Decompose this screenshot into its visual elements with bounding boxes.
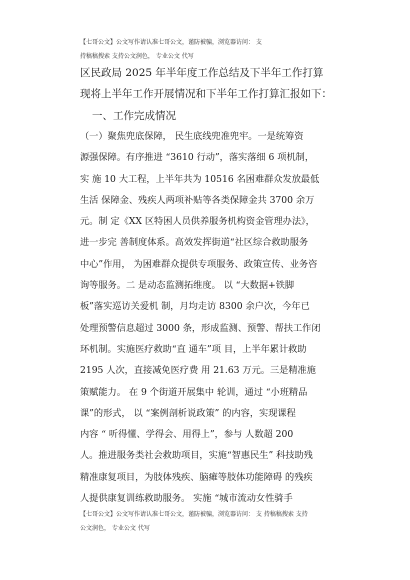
body-line: 进一步完 善制度体系。高效发挥街道“社区综合救助服务 xyxy=(80,237,309,249)
header-watermark-line-1: 【七哥公文】公文写作请认准七哥公文，谨防被骗，浏览器访问： 支 xyxy=(80,39,262,46)
body-line: 人提供康复训练救助服务。 实施 “城市流动女性骑手 xyxy=(80,493,293,505)
body-line: 板”落实巡访关爱机 制，月均走访 8300 余户次，今年已 xyxy=(80,301,310,313)
body-line: 内容 “ 听得懂、学得会、用得上”，参与 人数超 200 xyxy=(80,429,294,441)
body-line: 2195 人次，直接减免医疗费 用 21.63 万元。三是精准施 xyxy=(80,365,316,377)
header-watermark-line-2: 持稿稿搜索 支持公文润色， 专业公文 代写 xyxy=(80,53,194,60)
body-line: 课”的形式， 以 “案例剖析说政策” 的内容，实现课程 xyxy=(80,407,296,419)
body-line: 精准康复项目，为肢体残疾、脑瘫等肢体功能障碍 的残疾 xyxy=(80,471,313,483)
footer-watermark-line-1: 【七哥公文】公文写作请认准七哥公文，谨防被骗，浏览器访问： 支 持稿稿搜索 支持 xyxy=(80,511,308,518)
body-text xyxy=(80,130,360,513)
body-line: 环机制。实施医疗救助“直 通车”项 目，上半年累计救助 xyxy=(80,343,307,355)
body-line: 处理预警信息超过 3000 条，形成监测、预警、帮扶工作闭 xyxy=(80,322,321,334)
body-line: 源强保障。有序推进 “3610 行动”，落实落细 6 项机制， xyxy=(80,152,315,164)
section-heading: 一、工作完成情况 xyxy=(92,110,176,122)
body-line: 策赋能力。 在 9 个街道开展集中 轮训，通过 “小班精品 xyxy=(80,386,308,398)
body-line: 元。制 定《XX 区特困人员供养服务机构资金管理办法》， xyxy=(80,216,315,228)
body-line: 人。推进服务类社会救助项目，实施“智惠民生” 科技助残 xyxy=(80,450,313,462)
body-line: 实 施 10 大工程，上半年共为 10516 名困难群众发放最低 xyxy=(80,173,320,185)
body-line: （一）聚焦兜底保障， 民生底线兜准兜牢。一是统筹资 xyxy=(80,131,304,142)
document-title: 区民政局 2025 年半年度工作总结及下半年工作打算 xyxy=(80,67,324,79)
body-line: 生活 保障金、残疾人两项补贴等各类保障金共 3700 余万 xyxy=(80,194,315,206)
footer-watermark-line-2: 公文润色， 专业公文 代写 xyxy=(80,525,150,532)
body-line: 询等服务。二 是动态监测拓维度。 以 “大数据+铁脚 xyxy=(80,280,295,292)
body-line: 中心”作用， 为困难群众提供专项服务、政策宣传、业务咨 xyxy=(80,258,318,270)
intro-paragraph: 现将上半年工作开展情况和下半年工作打算汇报如下： xyxy=(80,88,332,100)
